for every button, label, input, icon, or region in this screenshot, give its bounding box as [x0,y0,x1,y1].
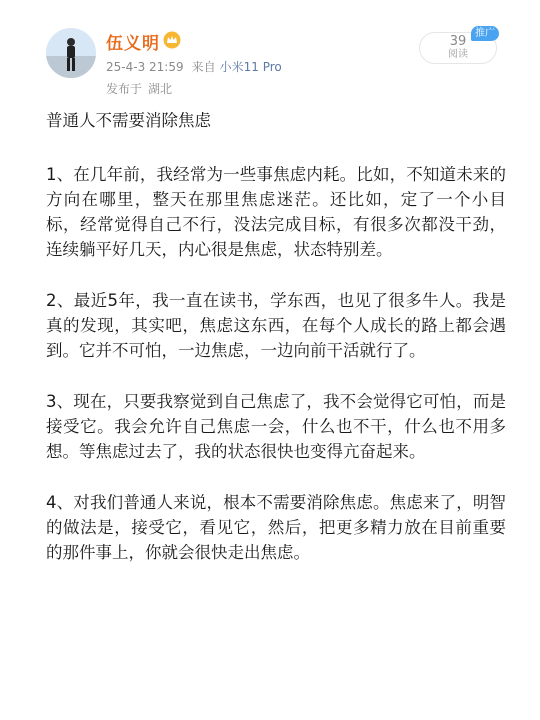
device-link[interactable]: 小米11 Pro [219,60,282,74]
read-count: 39 [449,34,467,49]
read-label: 阅读 [448,49,468,60]
location-label: 发布于 [106,82,143,96]
post-paragraph-3: 3、现在，只要我察觉到自己焦虑了，我不会觉得它可怕，而是接受它。我会允许自己焦虑一会，什么也不干，什么也不用多想。等焦虑过去了，我的状态很快也变得亢奋起来。 [46,392,506,461]
author-avatar[interactable] [46,28,96,78]
post-meta [106,58,282,75]
post-location [106,80,172,97]
location-value: 湖北 [148,82,173,96]
avatar-photo-icon [46,28,96,78]
post-timestamp: 25-4-3 21:59 [106,60,184,74]
post-title: 普通人不需要消除焦虑 [46,111,211,130]
post-content [46,108,506,565]
post-paragraph-2: 2、最近5年，我一直在读书，学东西，也见了很多牛人。我是真的发现，其实吧，焦虑这东西，在每个人成长的路上都会遇到。它并不可怕，一边焦虑，一边向前干活就行了。 [46,291,506,360]
source-label: 来自 [191,60,216,74]
post-paragraph-1: 1、在几年前，我经常为一些事焦虑内耗。比如，不知道未来的方向在哪里，整天在那里焦虑迷茫。还比如，定了一个小目标，经常觉得自己不行，没法完成目标，有很多次都没干劲，连续躺平好几天，内心很是焦虑，状态特别差。 [46,165,506,259]
post-header [0,0,540,100]
post-paragraph-4: 4、对我们普通人来说，根本不需要消除焦虑。焦虑来了，明智的做法是，接受它，看见它，然后，把更多精力放在目前重要的那件事上，你就会很快走出焦虑。 [46,493,506,562]
author-name[interactable]: 伍义明 [106,34,160,54]
promo-badge[interactable]: 推广 [471,26,499,41]
crown-badge-icon [163,31,181,49]
